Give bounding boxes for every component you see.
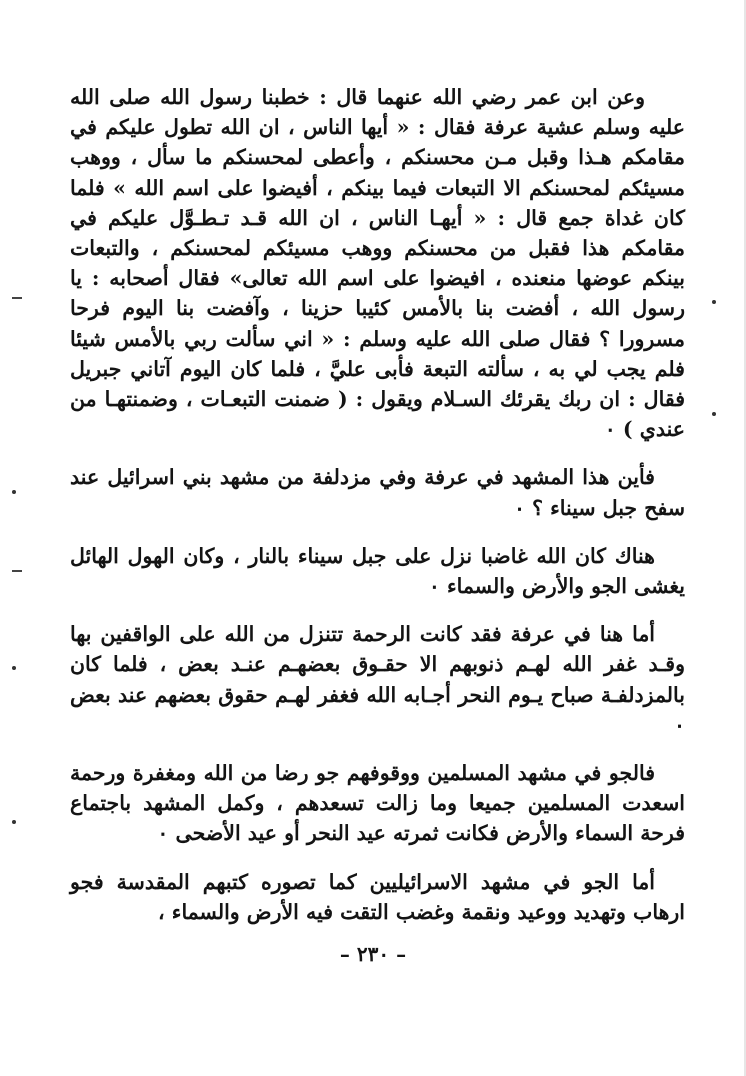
margin-mark — [12, 820, 16, 824]
body-text — [70, 82, 685, 945]
paragraph-sinai-question: فأين هذا المشهد في عرفة وفي مزدلفة من مشهد بني اسرائيل عند سفح جبل سيناء ؟ ٠ — [70, 465, 685, 520]
margin-mark — [12, 570, 22, 572]
margin-mark — [12, 297, 22, 299]
page-number: – ٢٣٠ – — [339, 942, 407, 966]
margin-mark — [712, 300, 716, 304]
paragraph-hadith: وعن ابن عمر رضي الله عنهما قال : خطبنا رسول الله صلى الله عليه وسلم عشية عرفة فقال : « أيها الناس ، ان الله تطول عليكم في مقامكم هـذا وقبل مـن محسنكم ، وأعطى لمحسنكم ما سأل ، ووهب مسيئكم لمحسنكم الا التبعات فيما بينكم ، أفيضوا على اسم الله » فلما كان غداة جمع قال : « أيهـا الناس ، ان الله قـد تـطـوَّل عليكم في مقامكم هذا فقبل من محسنكم ووهب مسيئكم لمحسنكم ، والتبعات بينكم عوضها منعنده ، افيضوا على اسم الله تعالى» فقال أصحابه : يا رسول الله ، أفضت بنا بالأمس كئيبا حزينا ، وآفضت بنا اليوم فرحا مسرورا ؟ فقال صلى الله عليه وسلم : « اني سألت ربي بالأمس شيئا فلم يجب لي به ، سألته التبعة فأبى عليَّ ، فلما كان اليوم آتاني جبريل فقال : ان ربك يقرئك السـلام ويقول : ( ضمنت التبعـات ، وضمنتهـا من عندي ) ٠ — [70, 85, 685, 442]
margin-mark — [12, 490, 16, 494]
margin-mark — [12, 666, 16, 670]
paragraph-sinai-fire: هناك كان الله غاضبا نزل على جبل سيناء بالنار ، وكان الهول الهائل يغشى الجو والأرض والسماء ٠ — [70, 543, 685, 599]
paragraph-muslim-scene: فالجو في مشهد المسلمين ووقوفهم جو رضا من الله ومغفرة ورحمة اسعدت المسلمين جميعا وما زالت تسعدهم ، وكمل المشهد باجتماع فرحة السماء والأرض فكانت ثمرته عيد النحر أو عيد الأضحى ٠ — [70, 761, 685, 846]
paragraph-arafa-mercy: أما هنا في عرفة فقد كانت الرحمة تتنزل من الله على الواقفين بها وقـد غفر الله لهـم ذنوبهم الا حقـوق بعضهـم عنـد بعض ، فلما كان بالمزدلفـة صباح يـوم النحر أجـابه الله فغفر لهـم حقوق بعضهم عند بعض ٠ — [70, 622, 685, 737]
margin-mark — [712, 412, 716, 416]
paragraph-israelite-scene: أما الجو في مشهد الاسرائيليين كما تصوره كتبهم المقدسة فجو ارهاب وتهديد ووعيد ونقمة وغضب التقت فيه الأرض والسماء ، — [70, 869, 685, 924]
